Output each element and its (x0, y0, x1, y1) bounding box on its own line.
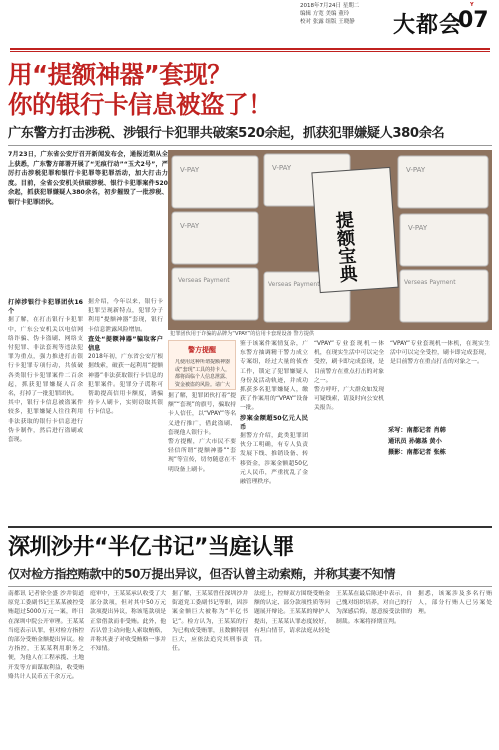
article2-col2: 庭审中，王某某承认收受了大部分款项，但对其中50万元款项提出异议，称该笔款项是正常借款而非受贿。此外，他否认曾主动向他人索取贿赂，并称其妻子对收受贿赂一事并不知情。 (90, 591, 166, 653)
article1-col5 (314, 340, 384, 520)
lead-paragraph: 7月23日，广东省公安厅召开新闻发布会，通报近期从全上获悉，广东警方部署开展了“无痕行动”“玉犬2号”，严厉打击涉税犯罪和银行卡犯罪等犯罪活动，加大打击力度。目前，全省公安机关侦破涉税、银行卡犯罪案件520余起，抓获犯罪嫌疑人380余名，初步摧毁了一批涉税、银行卡犯罪团伙。 (8, 151, 168, 206)
headline-line1: 用“提额神器”套现？ (8, 60, 232, 89)
paragraph: 据了解，犯罪团伙打着“提额”“套现”的旗号，骗取持卡人信任，以“VPAY”等名义进行推广，借此盗刷、套现他人银行卡。 (168, 393, 236, 436)
card-label: V-PAY (406, 166, 426, 174)
card-label: V-PAY (180, 166, 200, 174)
paragraph: 2018年初，广东省公安厅根据线索，破获一起利用“提额神器”非法获取银行卡信息的犯罪案件。犯罪分子谎称可帮助提高信用卡额度，诱骗持卡人刷卡，实则窃取其银行卡信息。 (88, 354, 163, 416)
author-line: 通讯员 孙德基 黄小 (388, 438, 442, 445)
card-label: V-PAY (272, 164, 292, 172)
header-rule-thin (10, 51, 490, 52)
header-rule (10, 48, 490, 50)
article2-col6: 据悉，该案涉及多名行贿人，部分行贿人已另案处理。 (418, 591, 492, 616)
header-editor: 编辑 方宽 美编 董玲 (300, 11, 350, 17)
paragraph: “VPAY”专业套现机一体机，在现实生活中可以完全受控，刷卡即完成套现，是目前警方在重点打击的对象之一。 (390, 341, 490, 366)
article1-col4 (240, 340, 308, 520)
divider (8, 586, 492, 587)
headline-subtitle: 广东警方打击涉税、涉银行卡犯罪共破案520余起，抓获犯罪嫌疑人380余名 (8, 126, 445, 141)
card (172, 268, 258, 320)
card (398, 156, 488, 208)
header-info (300, 2, 380, 26)
page-number: 07 (458, 8, 489, 33)
header-proofreader: 校对 张露 组版 王晓静 (300, 19, 355, 25)
article-divider (8, 526, 492, 528)
evidence-photo (168, 150, 492, 330)
photo-caption: 犯罪团伙用于诈骗的品牌为“VPAY”的信用卡套现设备 警方提供 (170, 331, 315, 337)
subhead: 查处“提额神器”骗取客户信息 (88, 335, 163, 353)
police-tip-text: 凡使用这种所谓提额神器或“套现”工具的持卡人，都将面临个人信息泄露、资金被盗的风险。请广大 (175, 359, 231, 387)
author-line: 摄影：南都记者 张栋 (388, 449, 446, 456)
card-label: Verseas Payment (178, 277, 230, 284)
card (172, 156, 258, 208)
section-title: 大都会 (393, 13, 463, 38)
paragraph: “VPAY”专业套现机一体机，在现实生活中可以完全受控，刷卡即完成套现，是目前警方在重点打击的对象之一。 (314, 341, 384, 384)
subhead: 涉案金额超50亿元人民币 (240, 414, 308, 431)
article2-title: 深圳沙井“半亿书记”当庭认罪 (8, 535, 294, 560)
subhead: 打掉涉银行卡犯罪团伙16个 (8, 299, 83, 316)
brand-mark: Y (470, 2, 474, 8)
article2-col1: 南都讯 记者徐全盛 沙井街道原党工委副书记王某某被控受贿超过5000万元一案，昨日在深圳中院公开审理。王某某当庭表示认罪，但对检方指控的部分受贿金额提出异议。检方指控，王某某利用职务之便，为他人在工程承揽、土地开发等方面谋取利益，收受贿赂共计人民币五千余万元。 (8, 591, 84, 680)
book-title: 提额宝典 (332, 210, 359, 284)
card-label: Verseas Payment (268, 281, 320, 288)
card-label: V-PAY (180, 222, 200, 230)
article1-col1 (8, 298, 83, 518)
paragraph: 警方提醒，广大市民不要轻信所谓“提额神器”“套现”等宣传，切勿随意在不明设备上刷卡。 (168, 439, 236, 473)
article2-col3: 据了解，王某某曾任深圳沙井街道党工委副书记等职，因涉案金额巨大被称为“半亿书记”。检方认为，王某某的行为已构成受贿罪，且数额特别巨大，应依法追究其刑事责任。 (172, 591, 248, 653)
author-line: 采写：南都记者 肖韩 (388, 427, 446, 434)
article1-col3 (168, 392, 236, 522)
card (400, 214, 488, 266)
police-tip-box (168, 340, 236, 390)
paragraph: 据警方介绍，此类犯罪团伙分工明确，有专人负责发展下线、推销设备、转移资金，涉案金额超50亿元人民币，严重扰乱了金融管理秩序。 (240, 433, 308, 486)
card-label: V-PAY (408, 224, 428, 232)
paragraph: 据了解，在打击银行卡犯罪中，广东公安机关以电信网络诈骗、伪卡盗刷、网络支付犯罪、非法套现等违法犯罪为重点，强力推进打击银行卡犯罪专项行动，共侦破各类银行卡犯罪案件二百余起，抓获犯罪嫌疑人百余名，打掉了一批犯罪团伙。 (8, 317, 83, 398)
paragraph: 据介绍，今年以来，银行卡犯罪呈现新特点，犯罪分子利用“提额神器”套现，银行卡信息泄露风险增加。 (88, 299, 163, 333)
paragraph: 其中，银行卡信息被盗案件较多，犯罪嫌疑人往往利用非法获取的银行卡信息进行伪卡制作，然后进行盗刷或套现。 (8, 400, 83, 444)
paragraph: 鉴于该案件案情复杂，广东警方抽调精干警力成立专案组，经过大量的侦查工作，锁定了犯罪嫌疑人身份及活动轨迹，并成功抓获多名犯罪嫌疑人，缴获了作案用的“VPAY”设备一批。 (240, 341, 308, 412)
police-tip-title: 警方提醒 (188, 346, 216, 354)
header-date: 2018年7月24日 星期二 (300, 3, 360, 9)
book (312, 167, 398, 292)
article2-subtitle: 仅对检方指控贿款中的50万提出异议，但否认曾主动索贿，并称其妻不知情 (8, 567, 396, 581)
headline-line2: 你的银行卡信息被盗了！ (8, 90, 272, 119)
article2-col5: 王某某在最后陈述中表示，自己愧对组织培养，对自己的行为深感后悔，愿意接受法律的制裁。本案将择期宣判。 (336, 591, 412, 625)
card (400, 270, 488, 322)
article1-authors (388, 425, 488, 458)
divider (8, 145, 492, 146)
article2-col4: 法庭上，控辩双方围绕受贿金额的认定、部分款项性质等问题展开辩论。王某某的辩护人提出，王某某认罪态度较好，有坦白情节，请求法庭从轻处罚。 (254, 591, 330, 644)
article1-col2 (88, 298, 163, 518)
card-label: Verseas Payment (404, 279, 456, 286)
article1-col6 (390, 340, 490, 420)
cards-and-book-illustration (168, 150, 492, 330)
paragraph: 警方呼吁，广大群众如发现可疑线索，请及时向公安机关报告。 (314, 387, 384, 412)
card (172, 212, 258, 264)
